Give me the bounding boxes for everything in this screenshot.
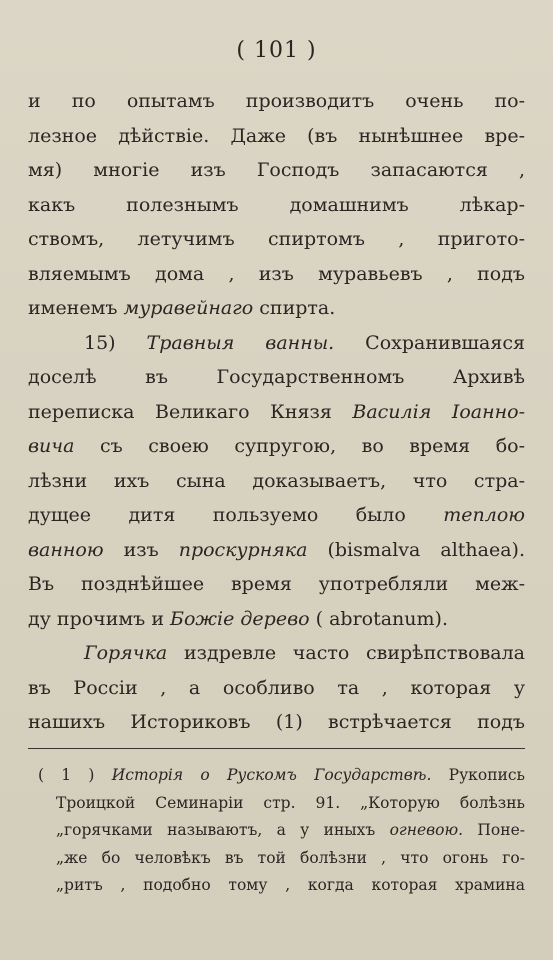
text-fragment: именемъ xyxy=(28,297,124,319)
text-fragment: (bismalva althaea). xyxy=(307,538,525,561)
section-number: 15) xyxy=(84,331,147,354)
text-line: доселѣ въ Государственномъ Архивѣ xyxy=(28,366,525,388)
text-line: Въ позднѣйшее время употребляли меж- xyxy=(28,573,525,595)
footnote-marker: ( 1 ) xyxy=(38,766,112,784)
italic-term: Горячка xyxy=(84,642,168,664)
text-fragment: Рукопись xyxy=(431,766,525,784)
footnote-line: „же бо человѣкъ въ той болѣзни , что огонь го- xyxy=(56,848,525,867)
text-fragment: ду прочимъ и xyxy=(28,607,171,630)
italic-term: огневою. xyxy=(389,821,464,839)
footnote-line: „ритъ , подобно тому , когда которая храмина xyxy=(56,876,525,894)
text-fragment: переписка Великаго Князя xyxy=(28,400,353,423)
text-fragment: изъ xyxy=(103,538,179,561)
text-line: мя) многіе изъ Господъ запасаются , xyxy=(28,159,525,181)
footnote-line xyxy=(28,762,525,790)
text-line: вляемымъ дома , изъ муравьевъ , подъ xyxy=(28,262,525,285)
text-line xyxy=(28,429,525,464)
text-line xyxy=(28,533,525,568)
footnote-line xyxy=(28,817,525,845)
text-fragment: дущее дитя пользуемо было xyxy=(28,504,444,526)
section-heading: Травныя ванны. xyxy=(146,331,335,354)
footnote-line: Троицкой Семинаріи стр. 91. „Которую болѣзнь xyxy=(56,793,525,812)
italic-term: Василія Іоанно- xyxy=(352,400,525,423)
italic-term: муравейнаго xyxy=(123,297,254,319)
text-line xyxy=(28,498,525,533)
text-line xyxy=(28,636,525,671)
footnote-divider xyxy=(28,748,525,749)
italic-term: вича xyxy=(28,435,75,457)
text-fragment: съ своею супругою, во время бо- xyxy=(74,435,525,457)
text-fragment: Поне- xyxy=(463,821,525,839)
italic-term: проскурняка xyxy=(178,538,308,561)
text-line xyxy=(28,395,525,430)
text-line: ствомъ, летучимъ спиртомъ , пригото- xyxy=(28,228,525,250)
text-line: въ Россіи , а особливо та , которая у xyxy=(28,676,525,699)
text-fragment: „горячками называютъ, а у иныхъ xyxy=(56,821,390,839)
text-line: какъ полезнымъ домашнимъ лѣкар- xyxy=(28,193,525,216)
text-line xyxy=(28,326,525,361)
text-fragment: Сохранившаяся xyxy=(334,331,525,354)
text-fragment: спирта. xyxy=(253,297,336,319)
text-line xyxy=(28,291,525,326)
text-line: и по опытамъ производитъ очень по- xyxy=(28,90,525,112)
text-fragment: ( abrotanum). xyxy=(309,607,449,630)
text-line: лезное дѣйствіе. Даже (въ нынѣшнее вре- xyxy=(28,124,525,147)
text-line xyxy=(28,602,525,637)
footnote-title: Исторія о Рускомъ Государствѣ. xyxy=(111,766,432,784)
text-line: лѣзни ихъ сына доказываетъ, что стра- xyxy=(28,469,525,492)
footnote xyxy=(28,762,525,900)
italic-term: теплою xyxy=(443,504,525,526)
italic-term: Божіе дерево xyxy=(170,607,310,630)
main-text xyxy=(28,84,525,740)
page-number: ( 101 ) xyxy=(236,38,317,63)
text-line: нашихъ Историковъ (1) встрѣчается подъ xyxy=(28,711,525,733)
italic-term: ванною xyxy=(28,538,104,561)
text-fragment: издревле часто свирѣпствовала xyxy=(167,642,525,664)
